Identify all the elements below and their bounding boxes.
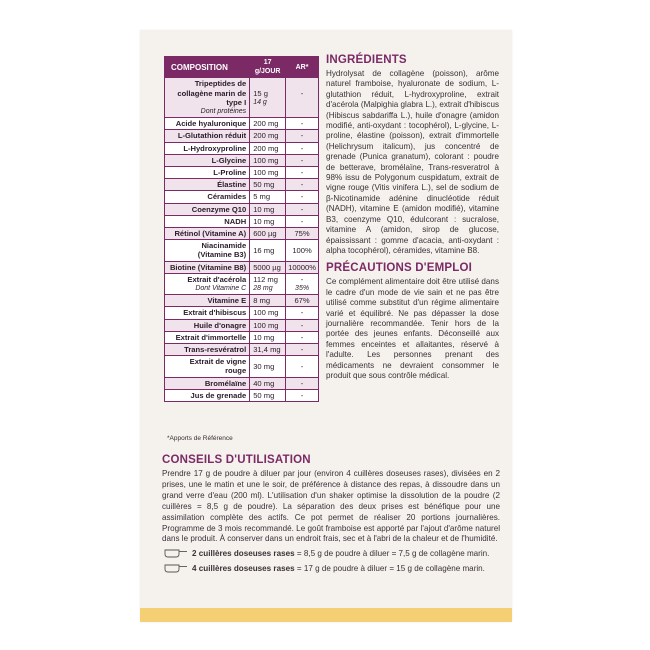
ingredient-ar <box>286 319 319 331</box>
table-row <box>165 179 319 191</box>
ingredient-name-sub: Dont protéines <box>200 108 247 116</box>
ingredient-quantity-value: 200 mg <box>253 131 279 141</box>
bottom-color-band <box>140 608 512 622</box>
ingredient-quantity-value: 200 mg <box>253 143 279 153</box>
ingredient-name <box>165 154 250 166</box>
ingredient-name-value: Bromélaïne <box>204 378 247 388</box>
table-row <box>165 344 319 356</box>
header-composition: COMPOSITION <box>165 57 250 78</box>
ingredient-quantity <box>250 118 286 130</box>
ingredient-ar-value: - <box>300 168 304 178</box>
ingredient-quantity-value: 100 mg <box>253 168 279 178</box>
table-row <box>165 228 319 240</box>
ingredient-quantity-value: 30 mg <box>253 361 275 371</box>
ingredient-name <box>165 215 250 227</box>
ingredient-name <box>165 389 250 401</box>
table-row <box>165 215 319 227</box>
conseils-title: CONSEILS D'UTILISATION <box>162 454 311 466</box>
header-quantity: 17 g/JOUR <box>250 57 286 78</box>
ingredient-quantity <box>250 179 286 191</box>
ingredient-quantity-value: 16 mg <box>253 245 275 255</box>
ingredient-name <box>165 78 250 118</box>
ingredient-ar <box>286 331 319 343</box>
ingredient-name <box>165 377 250 389</box>
ingredient-quantity-value: 10 mg <box>253 332 275 342</box>
composition-table <box>164 56 319 402</box>
ingredient-ar <box>286 273 319 294</box>
ingredient-quantity <box>250 331 286 343</box>
table-row <box>165 240 319 261</box>
table-row <box>165 261 319 273</box>
ingredient-name-value: Niacinamide (Vitamine B3) <box>197 241 247 260</box>
ingredient-ar <box>286 203 319 215</box>
ingredient-quantity <box>250 356 286 377</box>
ingredient-quantity <box>250 130 286 142</box>
ingredient-name <box>165 273 250 294</box>
precautions-text: Ce complément alimentaire doit être utilisé dans le cadre d'un mode de vie sain et ne pas être utilisé comme substitut d'un régime alimentaire varié et équilibré. Ne pas dépasser la dose journalière recommandée. Tenir hors de la portée des jeunes enfants. Déconseillé aux femmes enceintes et allaitantes, réservé à l'adulte. Les personnes prenant des médicaments ne devraient consommer le produit que sous contrôle médical. <box>326 277 499 380</box>
dose2-bold: 4 cuillères doseuses rases <box>192 564 295 574</box>
ingredient-name-sub: Dont Vitamine C <box>195 285 247 293</box>
ingredient-name-value: L-Hydroxyproline <box>183 143 247 153</box>
table-row <box>165 191 319 203</box>
ingredient-name <box>165 179 250 191</box>
ingredient-ar <box>286 154 319 166</box>
ingredient-ar <box>286 307 319 319</box>
dose1-text: = 8,5 g de poudre à diluer = 7,5 g de collagène marin. <box>294 549 490 559</box>
ingredient-name-value: Extrait de vigne rouge <box>189 357 247 376</box>
ingredient-name <box>165 331 250 343</box>
ingredient-name <box>165 344 250 356</box>
ingredient-name <box>165 228 250 240</box>
ingredient-name <box>165 295 250 307</box>
ingredient-ar-value: 100% <box>292 245 312 255</box>
dose-line-2-spoons <box>162 548 500 560</box>
ingredient-quantity <box>250 273 286 294</box>
ingredients-title: INGRÉDIENTS <box>326 54 407 66</box>
header-ar: AR* <box>286 57 319 78</box>
ingredients-text: Hydrolysat de collagène (poisson), arôme naturel framboise, hyaluronate de sodium, L-glutathion réduit, L-hydroxyproline, extrait d'acérola (Malpighia glabra L.), extrait d'hibiscus (Hibiscus sabdariffa L.), huile d'onagre (amidon modifié, anti-oxydant : tocophérol), L-glycine, L-proline, élastine (poisson), extrait d'immortelle (Helichrysum italicum), jus concentré de grenade (Punica granatum), colorant : poudre de betterave, bromélaïne, Trans-resveratrol à 98% issu de Polygonum cuspidatum, extrait de vigne rouge (Vitis vinifera L.), sel de sodium de β-Nicotinamide adénine dinucléotide réduit (NADH), vitamine E (amidon modifié), vitamine B3, coenzyme Q10, édulcorant : sucralose, vitamine A (amidon, sirop de glucose, épaississant : gomme d'acacia, anti-oxydant : alpha tocophérol), céramides, vitamine B8. <box>326 69 499 255</box>
ingredient-quantity-value: 10 mg <box>253 204 275 214</box>
table-row <box>165 273 319 294</box>
ingredient-name-value: Extrait d'acérola <box>187 274 247 284</box>
ingredient-quantity <box>250 307 286 319</box>
ingredient-quantity-value: 100 mg <box>253 320 279 330</box>
ingredient-ar <box>286 179 319 191</box>
ingredient-ar <box>286 295 319 307</box>
ingredient-quantity-value: 5 mg <box>253 192 271 202</box>
ingredient-ar-value: - <box>300 131 304 141</box>
ingredient-name-value: Coenzyme Q10 <box>191 204 247 214</box>
ingredient-name-value: Jus de grenade <box>190 390 247 400</box>
ingredient-ar <box>286 356 319 377</box>
ingredient-ar-value: - <box>300 308 304 318</box>
ingredient-name <box>165 240 250 261</box>
ingredient-name <box>165 130 250 142</box>
ingredient-quantity-value: 200 mg <box>253 119 279 129</box>
ingredient-quantity-value: 100 mg <box>253 308 279 318</box>
right-column <box>326 54 499 381</box>
ingredient-quantity <box>250 344 286 356</box>
ingredient-quantity-value: 31,4 mg <box>253 345 281 355</box>
table-row <box>165 331 319 343</box>
ingredient-ar <box>286 377 319 389</box>
ingredient-ar-value: - <box>300 320 304 330</box>
ingredient-quantity <box>250 203 286 215</box>
table-footnote: *Apports de Référence <box>167 435 233 442</box>
ingredient-quantity-value: 50 mg <box>253 180 275 190</box>
ingredient-ar-value: - <box>300 119 304 129</box>
ingredient-name <box>165 203 250 215</box>
ingredient-ar-value: - <box>300 155 304 165</box>
ingredient-ar <box>286 78 319 118</box>
ingredient-ar-value: - <box>300 192 304 202</box>
ingredient-name-value: NADH <box>224 216 247 226</box>
ingredient-ar-value: - <box>300 390 304 400</box>
ingredient-ar-sub: 35% <box>295 285 310 293</box>
ingredient-ar-value: - <box>300 332 304 342</box>
ingredient-quantity-value: 15 g <box>253 88 268 98</box>
ingredient-quantity <box>250 191 286 203</box>
ingredient-quantity <box>250 377 286 389</box>
table-header-row <box>165 57 319 78</box>
ingredient-name-value: Extrait d'hibiscus <box>183 308 247 318</box>
table-row <box>165 118 319 130</box>
ingredient-ar-value: - <box>300 274 304 284</box>
ingredient-ar-value: - <box>300 345 304 355</box>
measuring-spoon-icon <box>164 564 188 574</box>
table-row <box>165 78 319 118</box>
ingredient-name-value: Acide hyaluronique <box>175 119 247 129</box>
table-row <box>165 154 319 166</box>
ingredient-name-value: Biotine (Vitamine B8) <box>169 262 247 272</box>
ingredient-quantity-sub: 28 mg <box>253 285 273 293</box>
ingredient-quantity <box>250 78 286 118</box>
table-row <box>165 307 319 319</box>
table-row <box>165 319 319 331</box>
ingredient-ar-value: - <box>300 180 304 190</box>
ingredient-name-value: L-Glutathion réduit <box>177 131 247 141</box>
ingredient-ar <box>286 240 319 261</box>
ingredient-ar-value: - <box>300 143 304 153</box>
ingredient-quantity <box>250 142 286 154</box>
ingredient-name <box>165 118 250 130</box>
ingredient-ar-value: 75% <box>294 229 310 239</box>
ingredient-ar-value: - <box>300 361 304 371</box>
ingredient-quantity-sub: 14 g <box>253 98 267 106</box>
ingredient-ar <box>286 261 319 273</box>
ingredient-quantity <box>250 215 286 227</box>
composition-body <box>165 78 319 402</box>
ingredient-ar <box>286 215 319 227</box>
ingredient-name-value: L-Proline <box>213 168 247 178</box>
table-row <box>165 356 319 377</box>
ingredient-quantity <box>250 167 286 179</box>
conseils-section <box>162 454 500 575</box>
ingredient-name-value: Huile d'onagre <box>193 320 247 330</box>
dose2-text: = 17 g de poudre à diluer = 15 g de collagène marin. <box>294 564 485 574</box>
ingredient-name-value: Tripeptides de collagène marin de type I <box>177 79 247 107</box>
ingredient-name-value: Élastine <box>217 180 247 190</box>
table-row <box>165 130 319 142</box>
ingredient-ar-value: - <box>300 216 304 226</box>
ingredient-quantity <box>250 261 286 273</box>
ingredient-ar-sub <box>288 98 316 107</box>
ingredient-name-value: Rétinol (Vitamine A) <box>174 229 247 239</box>
ingredient-quantity <box>250 240 286 261</box>
ingredient-quantity-value: 600 µg <box>253 229 277 239</box>
ingredient-name-value: Extrait d'immortelle <box>175 332 247 342</box>
ingredient-quantity-value: 40 mg <box>253 378 275 388</box>
ingredient-quantity <box>250 319 286 331</box>
ingredient-ar-value: 67% <box>294 296 310 306</box>
table-row <box>165 377 319 389</box>
ingredient-name <box>165 261 250 273</box>
ingredient-name-value: L-Glycine <box>211 155 247 165</box>
ingredient-quantity <box>250 389 286 401</box>
ingredient-ar <box>286 118 319 130</box>
table-row <box>165 295 319 307</box>
ingredient-ar-value: 10000% <box>288 262 316 272</box>
ingredient-quantity-value: 50 mg <box>253 390 275 400</box>
ingredient-ar <box>286 142 319 154</box>
ingredient-ar <box>286 344 319 356</box>
ingredient-ar-value: - <box>300 204 304 214</box>
ingredient-quantity <box>250 228 286 240</box>
ingredient-ar <box>286 167 319 179</box>
conseils-text: Prendre 17 g de poudre à diluer par jour (environ 4 cuillères doseuses rases), divisées en 2 prises, une le matin et une le soir, de préférence à distance des repas, à dissoudre dans un grand verre d'eau (200 ml). L'utilisation d'un shaker optimise la dissolution de la poudre (2 cuillères = 8,5 g de poudre). La séparation des deux prises est bénéfique pour une assimilation complète des actifs. Ce pot permet de réaliser 20 portions journalières. Programme de 3 mois recommandé. Le goût framboise est apporté par l'ajout d'arôme naturel dans le produit. À conserver dans un endroit frais, sec et à l'abri de la chaleur et de l'humidité. <box>162 469 500 544</box>
ingredient-ar <box>286 228 319 240</box>
ingredient-ar <box>286 191 319 203</box>
ingredient-quantity-value: 5000 µg <box>253 262 281 272</box>
package-panel <box>140 30 512 622</box>
ingredient-name-value: Vitamine E <box>207 296 247 306</box>
ingredient-quantity-value: 100 mg <box>253 155 279 165</box>
ingredient-name <box>165 142 250 154</box>
ingredient-name <box>165 167 250 179</box>
ingredient-name <box>165 307 250 319</box>
ingredient-name <box>165 356 250 377</box>
ingredient-quantity <box>250 295 286 307</box>
ingredient-name-value: Céramides <box>207 192 247 202</box>
table-row <box>165 203 319 215</box>
ingredient-ar-value: - <box>300 88 304 98</box>
ingredient-ar <box>286 130 319 142</box>
ingredient-ar-value: - <box>300 378 304 388</box>
ingredient-name <box>165 319 250 331</box>
dose-line-4-spoons <box>162 563 500 575</box>
table-row <box>165 389 319 401</box>
measuring-spoon-icon <box>164 549 188 559</box>
precautions-title: PRÉCAUTIONS D'EMPLOI <box>326 262 473 275</box>
table-row <box>165 167 319 179</box>
ingredient-name <box>165 191 250 203</box>
ingredient-quantity-value: 8 mg <box>253 296 271 306</box>
table-row <box>165 142 319 154</box>
ingredient-quantity <box>250 154 286 166</box>
ingredient-quantity-value: 112 mg <box>253 274 278 284</box>
ingredient-ar <box>286 389 319 401</box>
ingredient-name-value: Trans-resvératrol <box>184 345 247 355</box>
ingredient-quantity-value: 10 mg <box>253 216 275 226</box>
dose1-bold: 2 cuillères doseuses rases <box>192 549 295 559</box>
